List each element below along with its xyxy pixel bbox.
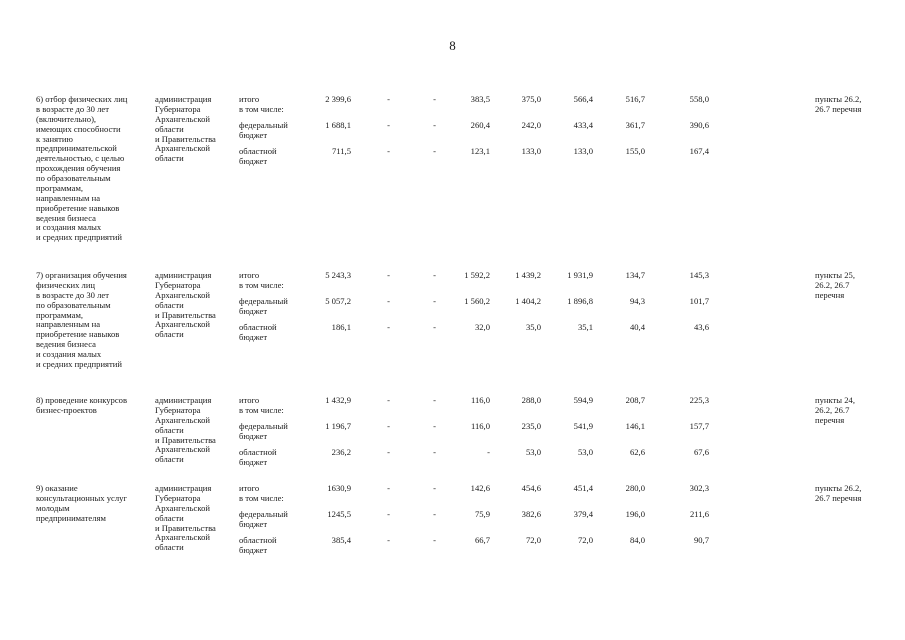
funding-value: 2 399,6 — [325, 94, 351, 104]
funding-value: - — [433, 447, 436, 457]
executor-name-line: области — [155, 454, 184, 465]
executor-name-line: Архангельской — [155, 444, 210, 455]
funding-value: 134,7 — [625, 270, 645, 280]
funding-value: 66,7 — [474, 535, 490, 545]
funding-value: 53,0 — [577, 447, 593, 457]
executor-name-line: области — [155, 424, 184, 435]
funding-source-label-line: бюджет — [239, 544, 268, 555]
funding-source-label-line: бюджет — [239, 331, 268, 342]
funding-value: 157,7 — [689, 421, 709, 431]
activity-description-line: направленным на — [36, 319, 101, 330]
funding-value: 242,0 — [521, 120, 541, 130]
funding-value: - — [433, 120, 436, 130]
activity-description-line: прохождения обучения — [36, 163, 121, 174]
funding-value: 211,6 — [689, 509, 709, 519]
funding-value: 84,0 — [629, 535, 645, 545]
activity-description-line: предпринимателям — [36, 512, 106, 523]
funding-value: - — [387, 535, 390, 545]
activity-description-line: физических лиц — [36, 279, 96, 290]
funding-value: - — [433, 270, 436, 280]
activity-description-line: по образовательным — [36, 173, 111, 183]
activity-description-line: ведения бизнеса — [36, 212, 96, 223]
funding-source-label-line: федеральный — [239, 509, 288, 519]
references — [815, 396, 885, 426]
funding-value: - — [387, 322, 390, 332]
funding-source-label-line: областной — [239, 447, 277, 457]
executor-name-line: Губернатора — [155, 404, 201, 415]
references-line: пункты 26.2, — [815, 94, 862, 104]
funding-value: 1 196,7 — [325, 421, 351, 431]
funding-value: 167,4 — [689, 146, 709, 156]
funding-value: - — [387, 509, 390, 519]
funding-source-label — [239, 147, 277, 167]
references-line: 26.2, 26.7 — [815, 404, 850, 415]
references — [815, 484, 885, 504]
funding-value: 1245,5 — [327, 509, 351, 519]
activity-description-line: деятельностью, с целью — [36, 153, 125, 164]
funding-value: 383,5 — [470, 94, 490, 104]
funding-value: 94,3 — [629, 296, 645, 306]
executor-name-line: и Правительства — [155, 434, 216, 445]
executor-name-line: администрация — [155, 395, 212, 405]
funding-source-label — [239, 422, 288, 442]
references-line: перечня — [815, 414, 845, 425]
funding-value: 196,0 — [625, 509, 645, 519]
funding-value: 72,0 — [525, 535, 541, 545]
funding-value: 1630,9 — [327, 483, 351, 493]
executor-name — [155, 396, 235, 465]
funding-source-label — [239, 396, 284, 416]
funding-value: - — [433, 535, 436, 545]
executor-name-line: и Правительства — [155, 133, 216, 144]
funding-value: 390,6 — [689, 120, 709, 130]
funding-value: - — [433, 322, 436, 332]
funding-value: 133,0 — [521, 146, 541, 156]
funding-value: 302,3 — [689, 483, 709, 493]
activity-description-line: 8) проведение конкурсов — [36, 395, 128, 405]
funding-value: 361,7 — [625, 120, 645, 130]
funding-value: 75,9 — [474, 509, 490, 519]
funding-value: - — [433, 421, 436, 431]
executor-name-line: Архангельской — [155, 113, 210, 124]
funding-source-label — [239, 536, 277, 556]
funding-value: 235,0 — [521, 421, 541, 431]
executor-name-line: администрация — [155, 483, 212, 493]
funding-source-label-line: итого — [239, 395, 260, 405]
funding-value: 142,6 — [470, 483, 490, 493]
funding-value: 90,7 — [693, 535, 709, 545]
activity-description-line: бизнес-проектов — [36, 404, 97, 415]
activity-description-line: приобретение навыков — [36, 202, 120, 213]
funding-value: - — [433, 483, 436, 493]
funding-value: 32,0 — [474, 322, 490, 332]
funding-value: 1 896,8 — [567, 296, 593, 306]
funding-value: 146,1 — [625, 421, 645, 431]
references-line: 26.7 перечня — [815, 103, 862, 114]
funding-value: 72,0 — [577, 535, 593, 545]
funding-value: 1 560,2 — [464, 296, 490, 306]
executor-name-line: области — [155, 542, 184, 553]
funding-value: - — [433, 296, 436, 306]
executor-name-line: Архангельской — [155, 143, 210, 154]
references-line: пункты 26.2, — [815, 483, 862, 493]
funding-source-label-line: итого — [239, 94, 260, 104]
funding-value: 155,0 — [625, 146, 645, 156]
funding-value: 145,3 — [689, 270, 709, 280]
activity-description-line: консультационных услуг — [36, 492, 127, 503]
funding-value: 288,0 — [521, 395, 541, 405]
funding-value: 566,4 — [573, 94, 593, 104]
funding-value: 594,9 — [573, 395, 593, 405]
activity-description — [36, 95, 148, 243]
executor-name-line: и Правительства — [155, 309, 216, 320]
funding-source-label — [239, 448, 277, 468]
funding-value: - — [387, 270, 390, 280]
executor-name-line: администрация — [155, 270, 212, 280]
funding-value: 1 432,9 — [325, 395, 351, 405]
activity-description — [36, 271, 148, 370]
funding-value: 5 243,3 — [325, 270, 351, 280]
funding-value: 541,9 — [573, 421, 593, 431]
funding-source-label-line: в том числе: — [239, 404, 284, 415]
references — [815, 95, 885, 115]
executor-name-line: Архангельской — [155, 532, 210, 543]
activity-description-line: в возрасте до 30 лет — [36, 103, 109, 114]
funding-value: 1 688,1 — [325, 120, 351, 130]
executor-name-line: администрация — [155, 94, 212, 104]
funding-value: 62,6 — [629, 447, 645, 457]
activity-description-line: имеющих способности — [36, 123, 121, 134]
executor-name — [155, 95, 235, 164]
funding-source-label-line: бюджет — [239, 456, 268, 467]
funding-value: - — [433, 395, 436, 405]
funding-value: - — [487, 447, 490, 457]
activity-description-line: приобретение навыков — [36, 329, 120, 340]
activity-description-line: 6) отбор физических лиц — [36, 94, 128, 104]
funding-value: - — [387, 94, 390, 104]
funding-source-label-line: итого — [239, 483, 260, 493]
references-line: перечня — [815, 289, 845, 300]
funding-value: 1 592,2 — [464, 270, 490, 280]
executor-name-line: Архангельской — [155, 414, 210, 425]
funding-source-label-line: в том числе: — [239, 103, 284, 114]
activity-description-line: и средних предприятий — [36, 358, 122, 369]
page-number: 8 — [449, 38, 456, 53]
funding-source-label-line: федеральный — [239, 296, 288, 306]
activity-description-line: ведения бизнеса — [36, 339, 96, 350]
funding-source-label — [239, 297, 288, 317]
references — [815, 271, 885, 301]
funding-value: - — [433, 146, 436, 156]
funding-value: 375,0 — [521, 94, 541, 104]
funding-value: 516,7 — [625, 94, 645, 104]
funding-value: 379,4 — [573, 509, 593, 519]
funding-source-label-line: федеральный — [239, 421, 288, 431]
funding-value: 1 404,2 — [515, 296, 541, 306]
executor-name-line: Губернатора — [155, 103, 201, 114]
funding-value: 35,1 — [577, 322, 593, 332]
funding-value: - — [387, 447, 390, 457]
funding-value: 433,4 — [573, 120, 593, 130]
funding-value: 116,0 — [470, 421, 490, 431]
activity-description-line: и средних предприятий — [36, 232, 122, 243]
funding-value: - — [387, 421, 390, 431]
activity-description-line: к занятию — [36, 133, 73, 144]
executor-name-line: области — [155, 153, 184, 164]
executor-name — [155, 271, 235, 340]
funding-value: 225,3 — [689, 395, 709, 405]
activity-description — [36, 396, 148, 416]
funding-value: - — [433, 94, 436, 104]
funding-source-label — [239, 121, 288, 141]
funding-value: 558,0 — [689, 94, 709, 104]
funding-source-label-line: итого — [239, 270, 260, 280]
funding-source-label — [239, 510, 288, 530]
executor-name-line: Архангельской — [155, 319, 210, 330]
funding-value: 1 439,2 — [515, 270, 541, 280]
funding-value: 236,2 — [331, 447, 351, 457]
funding-source-label-line: бюджет — [239, 518, 268, 529]
funding-value: 35,0 — [525, 322, 541, 332]
executor-name-line: Губернатора — [155, 492, 201, 503]
funding-value: 454,6 — [521, 483, 541, 493]
funding-source-label-line: в том числе: — [239, 492, 284, 503]
funding-source-label-line: областной — [239, 146, 277, 156]
activity-description-line: молодым — [36, 502, 70, 513]
funding-value: 208,7 — [625, 395, 645, 405]
funding-value: 1 931,9 — [567, 270, 593, 280]
executor-name-line: Архангельской — [155, 289, 210, 300]
funding-value: - — [387, 483, 390, 493]
funding-source-label-line: бюджет — [239, 155, 268, 166]
executor-name-line: области — [155, 329, 184, 340]
activity-description-line: по образовательным — [36, 299, 111, 310]
funding-source-label — [239, 271, 284, 291]
activity-description-line: и создания малых — [36, 349, 102, 359]
funding-value: 451,4 — [573, 483, 593, 493]
funding-value: 101,7 — [689, 296, 709, 306]
funding-value: 123,1 — [470, 146, 490, 156]
activity-description — [36, 484, 148, 524]
funding-source-label-line: бюджет — [239, 430, 268, 441]
funding-source-label — [239, 323, 277, 343]
funding-value: 186,1 — [331, 322, 351, 332]
executor-name-line: области — [155, 512, 184, 523]
funding-source-label — [239, 95, 284, 115]
executor-name-line: и Правительства — [155, 522, 216, 533]
activity-description-line: 7) организация обучения — [36, 270, 127, 280]
funding-value: - — [387, 146, 390, 156]
funding-value: - — [387, 120, 390, 130]
references-line: 26.7 перечня — [815, 492, 862, 503]
references-line: пункты 25, — [815, 270, 855, 280]
funding-value: 711,5 — [331, 146, 351, 156]
funding-value: 382,6 — [521, 509, 541, 519]
references-line: 26.2, 26.7 — [815, 279, 850, 290]
activity-description-line: предпринимательской — [36, 143, 117, 154]
funding-source-label-line: бюджет — [239, 129, 268, 140]
funding-value: 260,4 — [470, 120, 490, 130]
funding-source-label — [239, 484, 284, 504]
funding-value: 40,4 — [629, 322, 645, 332]
activity-description-line: и создания малых — [36, 222, 102, 233]
funding-value: 5 057,2 — [325, 296, 351, 306]
funding-value: 116,0 — [470, 395, 490, 405]
funding-value: 133,0 — [573, 146, 593, 156]
activity-description-line: программам, — [36, 182, 84, 193]
references-line: пункты 24, — [815, 395, 855, 405]
funding-source-label-line: федеральный — [239, 120, 288, 130]
funding-value: - — [387, 395, 390, 405]
funding-value: 43,6 — [693, 322, 709, 332]
funding-source-label-line: в том числе: — [239, 279, 284, 290]
funding-value: - — [387, 296, 390, 306]
funding-value: - — [433, 509, 436, 519]
funding-source-label-line: бюджет — [239, 305, 268, 316]
executor-name-line: области — [155, 299, 184, 310]
funding-value: 53,0 — [525, 447, 541, 457]
activity-description-line: в возрасте до 30 лет — [36, 289, 109, 300]
funding-value: 280,0 — [625, 483, 645, 493]
funding-source-label-line: областной — [239, 322, 277, 332]
activity-description-line: программам, — [36, 309, 84, 320]
funding-source-label-line: областной — [239, 535, 277, 545]
executor-name-line: Архангельской — [155, 502, 210, 513]
executor-name-line: Губернатора — [155, 279, 201, 290]
executor-name — [155, 484, 235, 553]
funding-value: 385,4 — [331, 535, 351, 545]
activity-description-line: (включительно), — [36, 113, 97, 124]
activity-description-line: направленным на — [36, 192, 101, 203]
executor-name-line: области — [155, 123, 184, 134]
activity-description-line: 9) оказание — [36, 483, 78, 493]
funding-value: 67,6 — [693, 447, 709, 457]
